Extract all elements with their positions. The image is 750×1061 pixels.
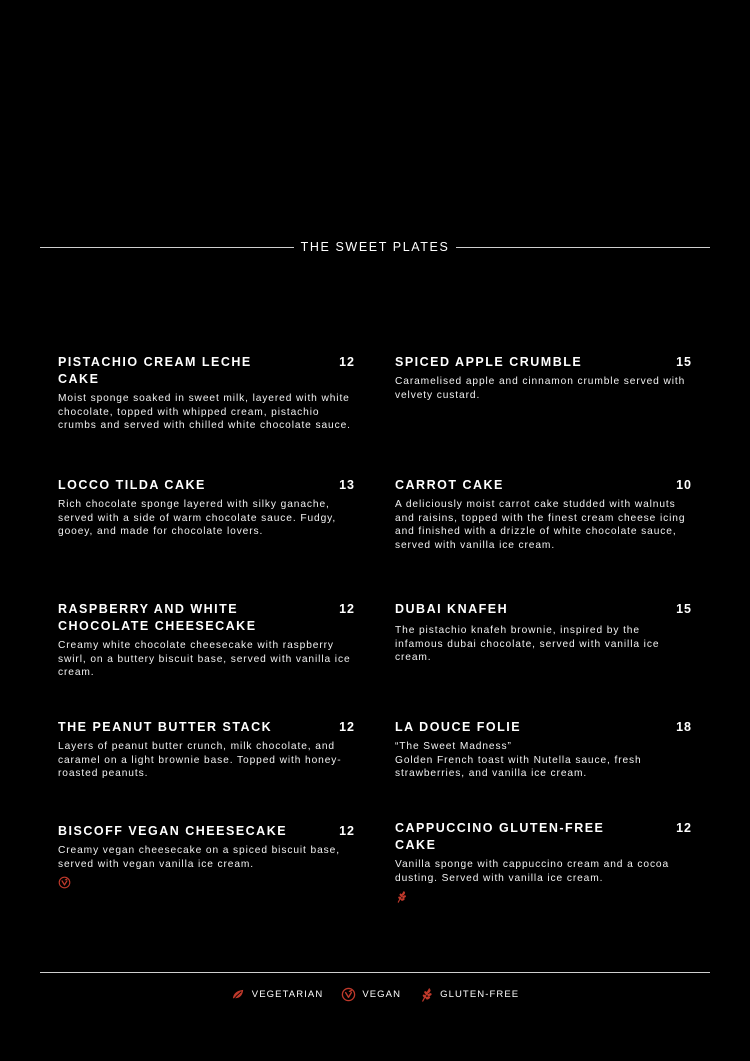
item-description: Creamy vegan cheesecake on a spiced biscuit base, served with vegan vanilla ice cream. [58,845,340,870]
menu-item [58,477,355,539]
item-description: Creamy white chocolate cheesecake with raspberry swirl, on a buttery biscuit base, served with vanilla ice cream. [58,640,351,678]
section-title: THE SWEET PLATES [300,240,450,254]
item-description: Moist sponge soaked in sweet milk, layered with white chocolate, topped with whipped cream, pistachio crumbs and served with chilled white chocolate sauce. [58,393,351,431]
item-price: 15 [676,602,692,616]
item-description [395,740,692,781]
menu-item [395,601,692,665]
vegan-icon [58,876,71,889]
item-price: 12 [339,602,355,616]
menu-item [58,601,355,680]
item-name: PISTACHIO CREAM LECHE CAKE [58,355,252,386]
vegetarian-icon [231,987,246,1002]
item-name: RASPBERRY AND WHITE CHOCOLATE CHEESECAKE [58,602,257,633]
gluten-free-icon [395,890,408,903]
item-price: 15 [676,355,692,369]
menu-item [58,823,355,894]
legend-label: VEGETARIAN [251,989,324,1000]
item-name: CAPPUCCINO GLUTEN-FREE CAKE [395,821,605,852]
vegan-icon [341,987,356,1002]
divider-right [456,247,710,248]
item-description: Vanilla sponge with cappuccino cream and a cocoa dusting. Served with vanilla ice cream. [395,859,670,884]
item-price: 12 [339,355,355,369]
item-name: LA DOUCE FOLIE [395,720,522,734]
item-name: SPICED APPLE CRUMBLE [395,355,583,369]
gluten-free-icon [419,987,434,1002]
menu-item [395,477,692,552]
menu-item [395,820,692,908]
footer-divider [40,972,710,973]
legend-label: VEGAN [362,989,402,1000]
item-description: The pistachio knafeh brownie, inspired by the infamous dubai chocolate, served with vanilla ice cream. [395,625,660,663]
divider-left [40,247,294,248]
item-description: Rich chocolate sponge layered with silky ganache, served with a side of warm chocolate sauce. Fudgy, gooey, and made for chocolate lovers. [58,499,337,537]
item-name: LOCCO TILDA CAKE [58,478,206,492]
section-header [40,238,710,256]
item-name: BISCOFF VEGAN CHEESECAKE [58,824,288,838]
menu-item [58,719,355,781]
item-price: 12 [339,824,355,838]
menu-item [58,354,355,433]
item-description-text: Golden French toast with Nutella sauce, fresh strawberries, and vanilla ice cream. [395,754,642,779]
legend-label: GLUTEN-FREE [440,989,520,1000]
item-price: 13 [339,478,355,492]
legend-item-vegan [341,987,401,1002]
item-name: THE PEANUT BUTTER STACK [58,720,273,734]
menu-item [395,354,692,402]
item-description: Caramelised apple and cinnamon crumble served with velvety custard. [395,376,686,401]
item-price: 12 [339,720,355,734]
menu-item [395,719,692,781]
item-name: DUBAI KNAFEH [395,602,509,616]
item-price: 10 [676,478,692,492]
dietary-legend [0,987,750,1002]
legend-item-vegetarian [231,987,324,1002]
item-name: CARROT CAKE [395,478,504,492]
item-description: A deliciously moist carrot cake studded with walnuts and raisins, topped with the finest cream cheese icing and finished with a drizzle of white chocolate sauce, served with vanilla ice cream. [395,499,686,551]
item-description: Layers of peanut butter crunch, milk chocolate, and caramel on a light brownie base. Topped with honey-roasted peanuts. [58,741,342,779]
item-price: 18 [676,720,692,734]
item-price: 12 [676,821,692,835]
legend-item-gluten-free [419,987,519,1002]
item-tagline: “The Sweet Madness” [395,741,512,752]
